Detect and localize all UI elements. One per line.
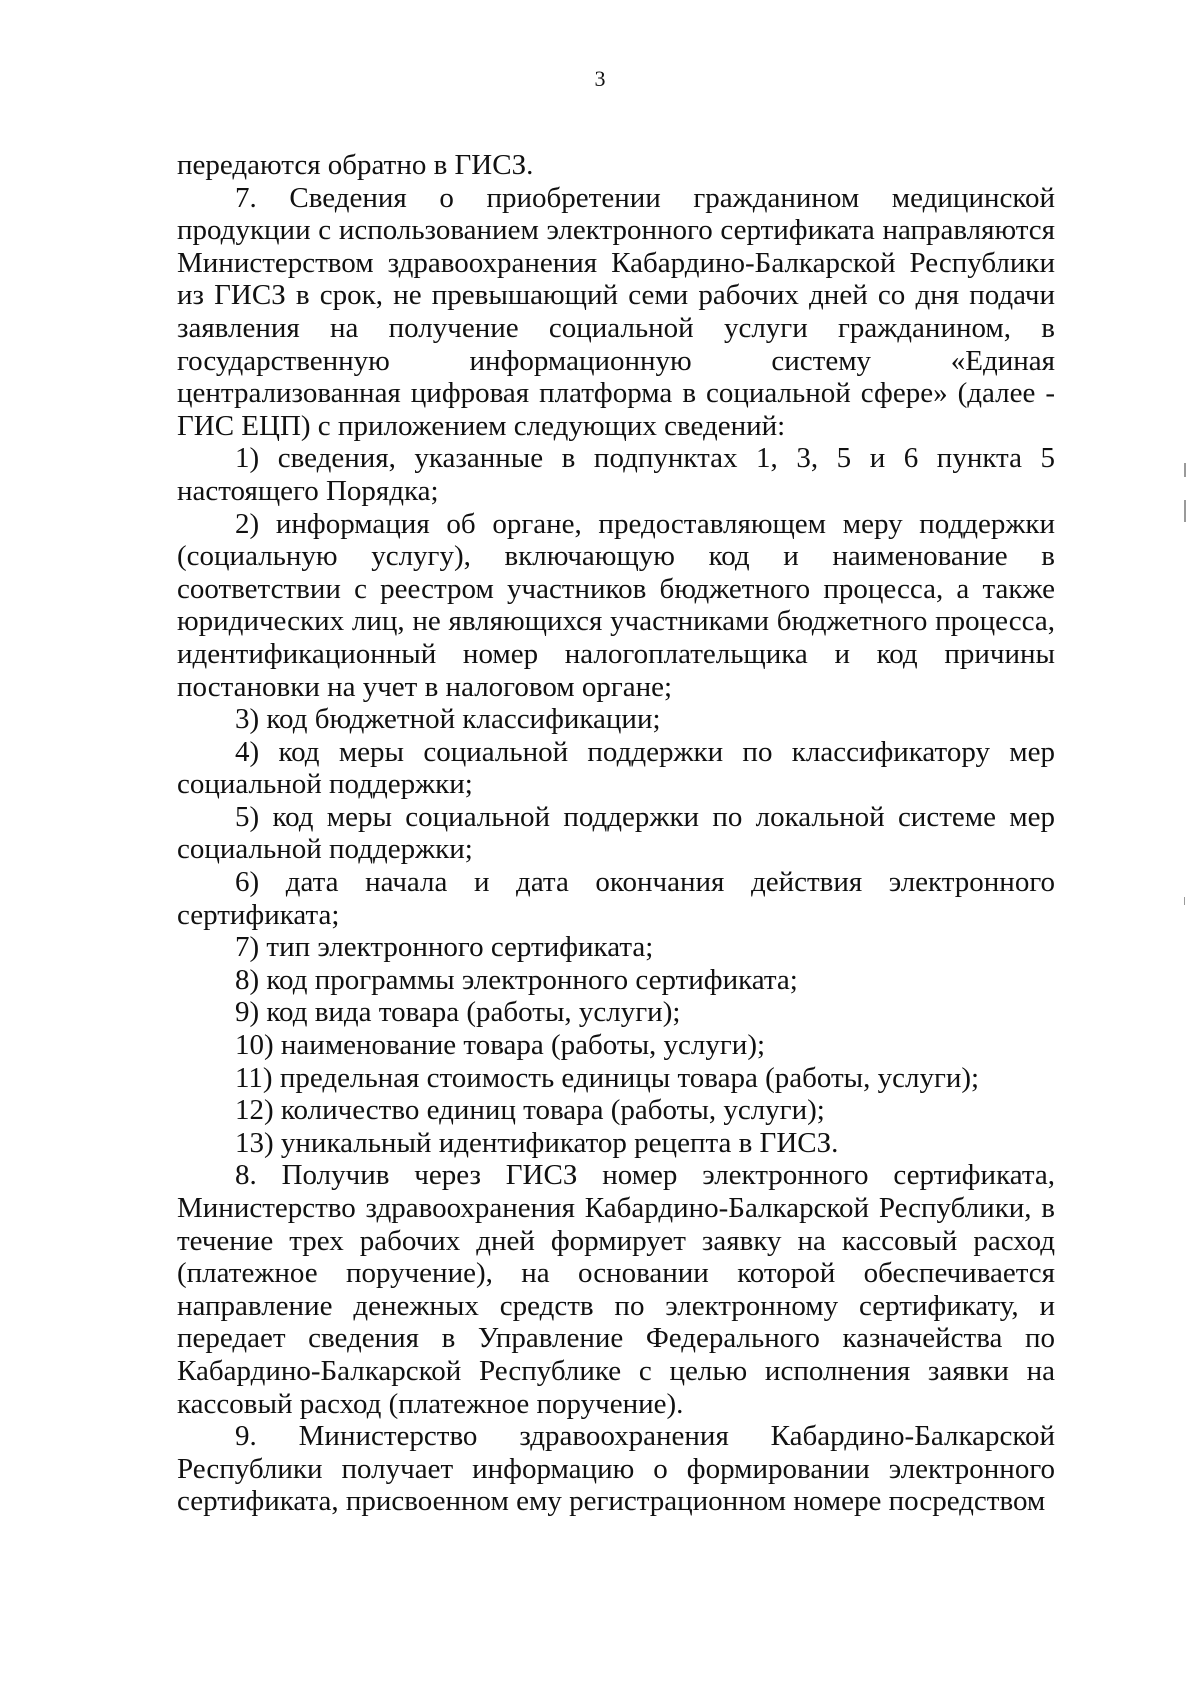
scan-artifact-mark <box>1184 463 1186 477</box>
paragraph-7: 7. Сведения о приобретении гражданином медицинской продукции с использованием электронного сертификата направляются Министерством здравоохранения Кабардино-Балкарской Республики из ГИСЗ в срок, не превышающий семи рабочих дней со дня подачи заявления на получение социальной услуги гражданином, в государственную информационную систему «Единая централизованная цифровая платформа в социальной сфере» (далее - ГИС ЕЦП) с приложением следующих сведений: <box>177 181 1055 442</box>
scan-artifact-mark <box>1184 897 1185 905</box>
page-number: 3 <box>594 66 606 91</box>
paragraph-continuation: передаются обратно в ГИСЗ. <box>177 149 534 181</box>
paragraph-9-rest: Республики получает информацию о формировании электронного сертификата, присвоенном ему регистрационном номере посредством <box>177 1452 1055 1518</box>
list-item-9: 9) код вида товара (работы, услуги); <box>235 996 681 1029</box>
paragraph-9-line-1: 9. Министерство здравоохранения Кабардино-Балкарской <box>235 1420 1055 1453</box>
list-item-12: 12) количество единиц товара (работы, услуги); <box>235 1094 825 1127</box>
list-item-13: 13) уникальный идентификатор рецепта в ГИСЗ. <box>235 1126 839 1159</box>
list-item-10: 10) наименование товара (работы, услуги); <box>235 1029 766 1062</box>
list-item-3: 3) код бюджетной классификации; <box>235 703 661 736</box>
list-item-1: 1) сведения, указанные в подпунктах 1, 3, 5 и 6 пункта 5 настоящего Порядка; <box>177 442 1055 507</box>
list-item-6: 6) дата начала и дата окончания действия электронного сертификата; <box>177 866 1055 931</box>
list-item-2: 2) информация об органе, предоставляющем меру поддержки (социальную услугу), включающую код и наименование в соответствии с реестром участников бюджетного процесса, а также юридических лиц, не являющихся участниками бюджетного процесса, идентификационный номер налогоплательщика и код причины постановки на учет в налоговом органе; <box>177 507 1055 703</box>
scan-artifact-mark <box>1184 500 1186 522</box>
list-item-8: 8) код программы электронного сертификата; <box>235 963 798 996</box>
document-body <box>177 149 1055 1518</box>
list-item-4: 4) код меры социальной поддержки по классификатору мер социальной поддержки; <box>177 735 1055 801</box>
paragraph-9 <box>177 1420 1055 1518</box>
paragraph-8: 8. Получив через ГИСЗ номер электронного сертификата, Министерство здравоохранения Кабардино-Балкарской Республики, в течение трех рабочих дней формирует заявку на кассовый расход (платежное поручение), на основании которой обеспечивается направление денежных средств по электронному сертификату, и передает сведения в Управление Федерального казначейства по Кабардино-Балкарской Республике с целью исполнения заявки на кассовый расход (платежное поручение). <box>177 1159 1055 1420</box>
list-item-11: 11) предельная стоимость единицы товара (работы, услуги); <box>235 1061 980 1094</box>
list-item-7: 7) тип электронного сертификата; <box>235 931 654 964</box>
list-item-5: 5) код меры социальной поддержки по локальной системе мер социальной поддержки; <box>177 800 1055 866</box>
